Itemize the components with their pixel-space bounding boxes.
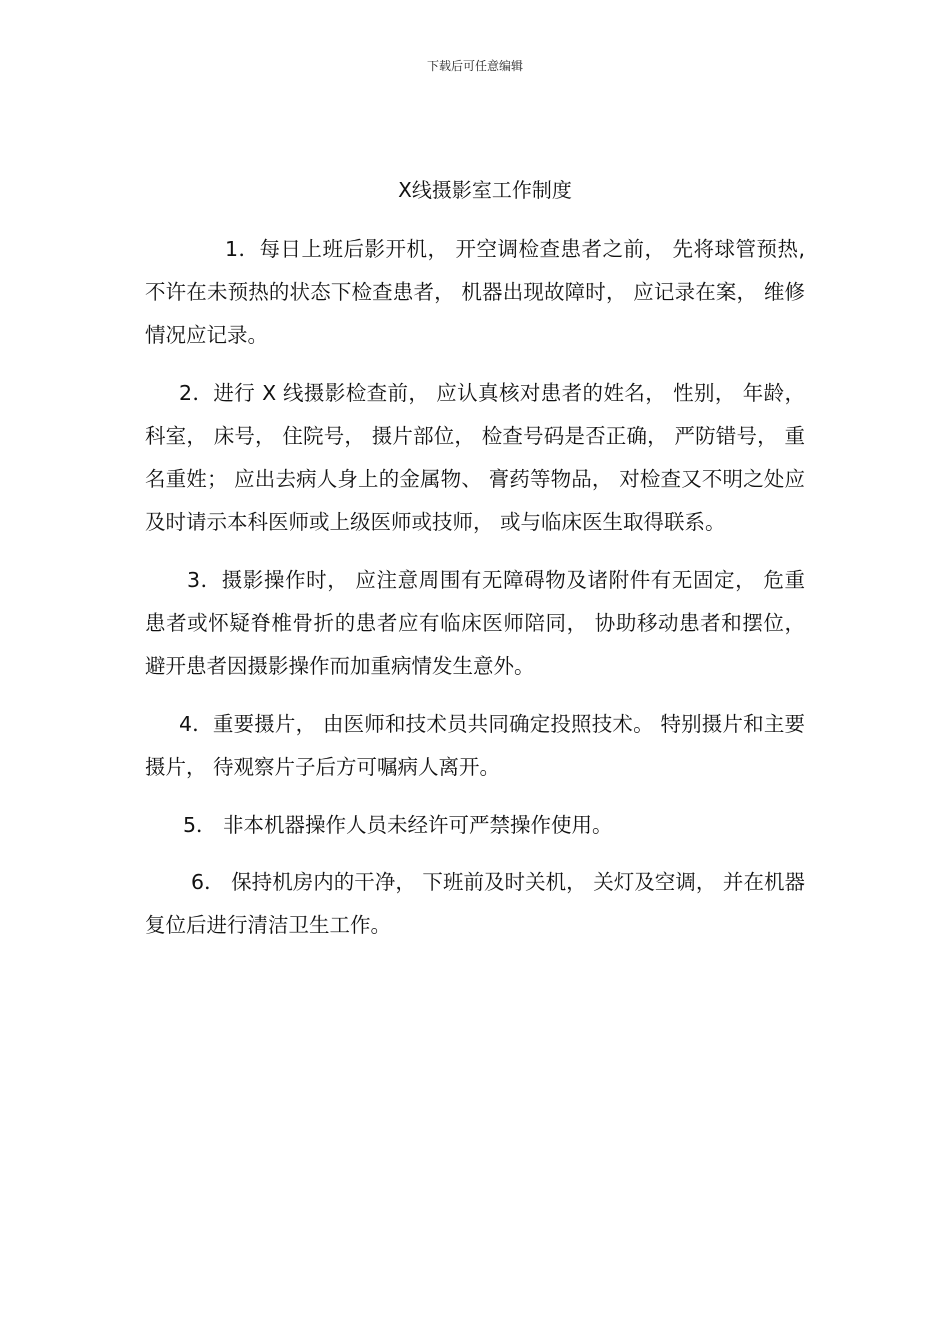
document-title: X线摄影室工作制度 [398,178,572,202]
paragraph-6: 6． 保持机房内的干净， 下班前及时关机， 关灯及空调， 并在机器复位后进行清洁卫生工作。 [145,870,805,937]
document-body [145,228,805,962]
paragraph-3: 3．摄影操作时， 应注意周围有无障碍物及诸附件有无固定， 危重患者或怀疑脊椎骨折的患者应有临床医师陪同， 协助移动患者和摆位， 避开患者因摄影操作而加重病情发生意外。 [145,568,805,678]
paragraph-2: 2．进行 X 线摄影检查前， 应认真核对患者的姓名， 性别， 年龄， 科室， 床号， 住院号， 摄片部位， 检查号码是否正确， 严防错号， 重名重姓； 应出去病人身上的金属物、 膏药等物品， 对检查又不明之处应及时请示本科医师或上级医师或技师， 或与临床医生取得联系。 [145,381,805,534]
paragraph-5: 5． 非本机器操作人员未经许可严禁操作使用。 [183,813,613,837]
paragraph-4: 4．重要摄片， 由医师和技术员共同确定投照技术。 特别摄片和主要摄片， 待观察片子后方可嘱病人离开。 [145,712,805,779]
header-note: 下载后可任意编辑 [426,59,523,73]
paragraph-1: 1．每日上班后影开机， 开空调检查患者之前， 先将球管预热, 不许在未预热的状态下检查患者， 机器出现故障时， 应记录在案， 维修情况应记录。 [145,237,805,347]
